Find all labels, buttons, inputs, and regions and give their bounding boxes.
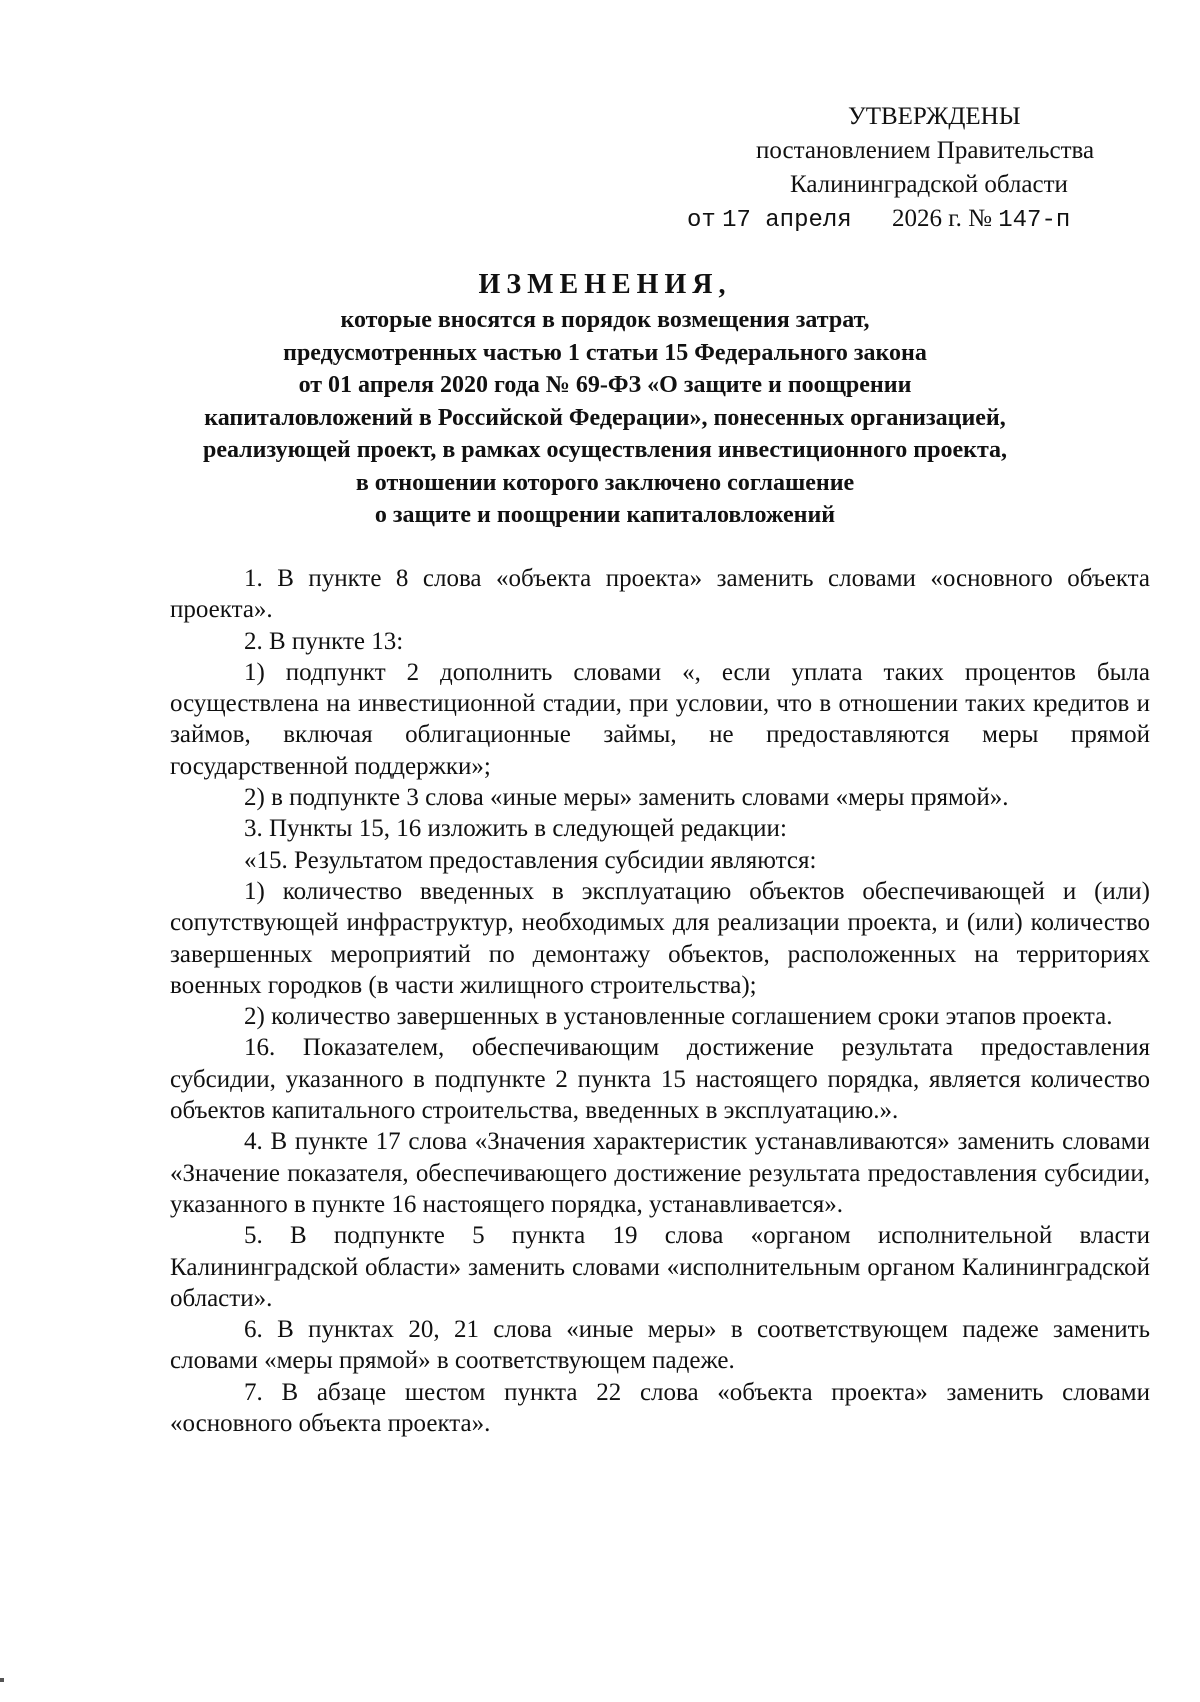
approval-date-prefix: от [687,207,716,234]
paragraph: 7. В абзаце шестом пункта 22 слова «объекта проекта» заменить словами «основного объекта проекта». [170,1378,1150,1438]
paragraph: 4. В пункте 17 слова «Значения характеристик устанавливаются» заменить словами «Значение показателя, обеспечивающего достижение результата предоставления субсидии, указанного в пункте 16 настоящего порядка, устанавливается». [170,1128,1150,1218]
paragraph: 5. В подпункте 5 пункта 19 слова «органом исполнительной власти Калининградской области» заменить словами «исполнительным органом Калининградской области». [170,1222,1150,1312]
heading-line: капиталовложений в Российской Федерации», понесенных организацией, [204,404,1006,431]
heading-line: в отношении которого заключено соглашение [355,469,855,496]
paragraph: 3. Пункты 15, 16 изложить в следующей редакции: [244,815,787,843]
paragraph: 1) подпункт 2 дополнить словами «, если уплата таких процентов была осуществлена на инвестиционной стадии, при условии, что в отношении таких кредитов и займов, включая облигационные займы, не предоставляются меры прямой государственной поддержки»; [170,658,1150,780]
approval-date-day-month: 17 апреля [722,207,852,234]
heading-line: которые вносятся в порядок возмещения затрат, [340,307,870,333]
approval-stamp [0,100,1125,238]
paragraph: 2) в подпункте 3 слова «иные меры» заменить словами «меры прямой». [244,784,1009,812]
paragraph: 6. В пунктах 20, 21 слова «иные меры» в соответствующем падеже заменить словами «меры прямой» в соответствующем падеже. [170,1316,1150,1375]
heading-line: о защите и поощрении капиталовложений [374,502,836,528]
paragraph: 16. Показателем, обеспечивающим достижение результата предоставления субсидии, указанного в подпункте 2 пункта 15 настоящего порядка, является количество объектов капитального строительства, введенных в эксплуатацию.». [170,1034,1150,1125]
heading-title: ИЗМЕНЕНИЯ, [478,269,732,300]
document-body [170,563,1150,1439]
heading-line: реализующей проект, в рамках осуществления инвестиционного проекта, [202,437,1008,463]
heading-line: от 01 апреля 2020 года № 69-ФЗ «О защите и поощрении [298,372,912,398]
approval-title: УТВЕРЖДЕНЫ [848,103,1021,130]
heading-line: предусмотренных частью 1 статьи 15 Федерального закона [283,339,927,366]
scan-mark [0,1678,4,1682]
paragraph: 1) количество введенных в эксплуатацию объектов обеспечивающей и (или) сопутствующей инфраструктур, необходимых для реализации проекта, и (или) количество завершенных мероприятий по демонтажу объектов, расположенных на территориях военных городков (в части жилищного строительства); [170,877,1150,999]
paragraph: 2. В пункте 13: [244,627,404,655]
paragraph: 1. В пункте 8 слова «объекта проекта» заменить словами «основного объекта проекта». [170,565,1150,624]
approval-date-line [0,202,1125,238]
approval-line-1: постановлением Правительства [756,137,1095,164]
approval-date-year: 2026 г. № [891,205,992,232]
approval-line-2: Калининградской области [790,171,1068,198]
paragraph: 2) количество завершенных в установленные соглашением сроки этапов проекта. [244,1003,1113,1031]
paragraph: «15. Результатом предоставления субсидии являются: [244,846,817,874]
approval-number: 147-п [998,207,1071,234]
document-heading [165,268,1045,532]
